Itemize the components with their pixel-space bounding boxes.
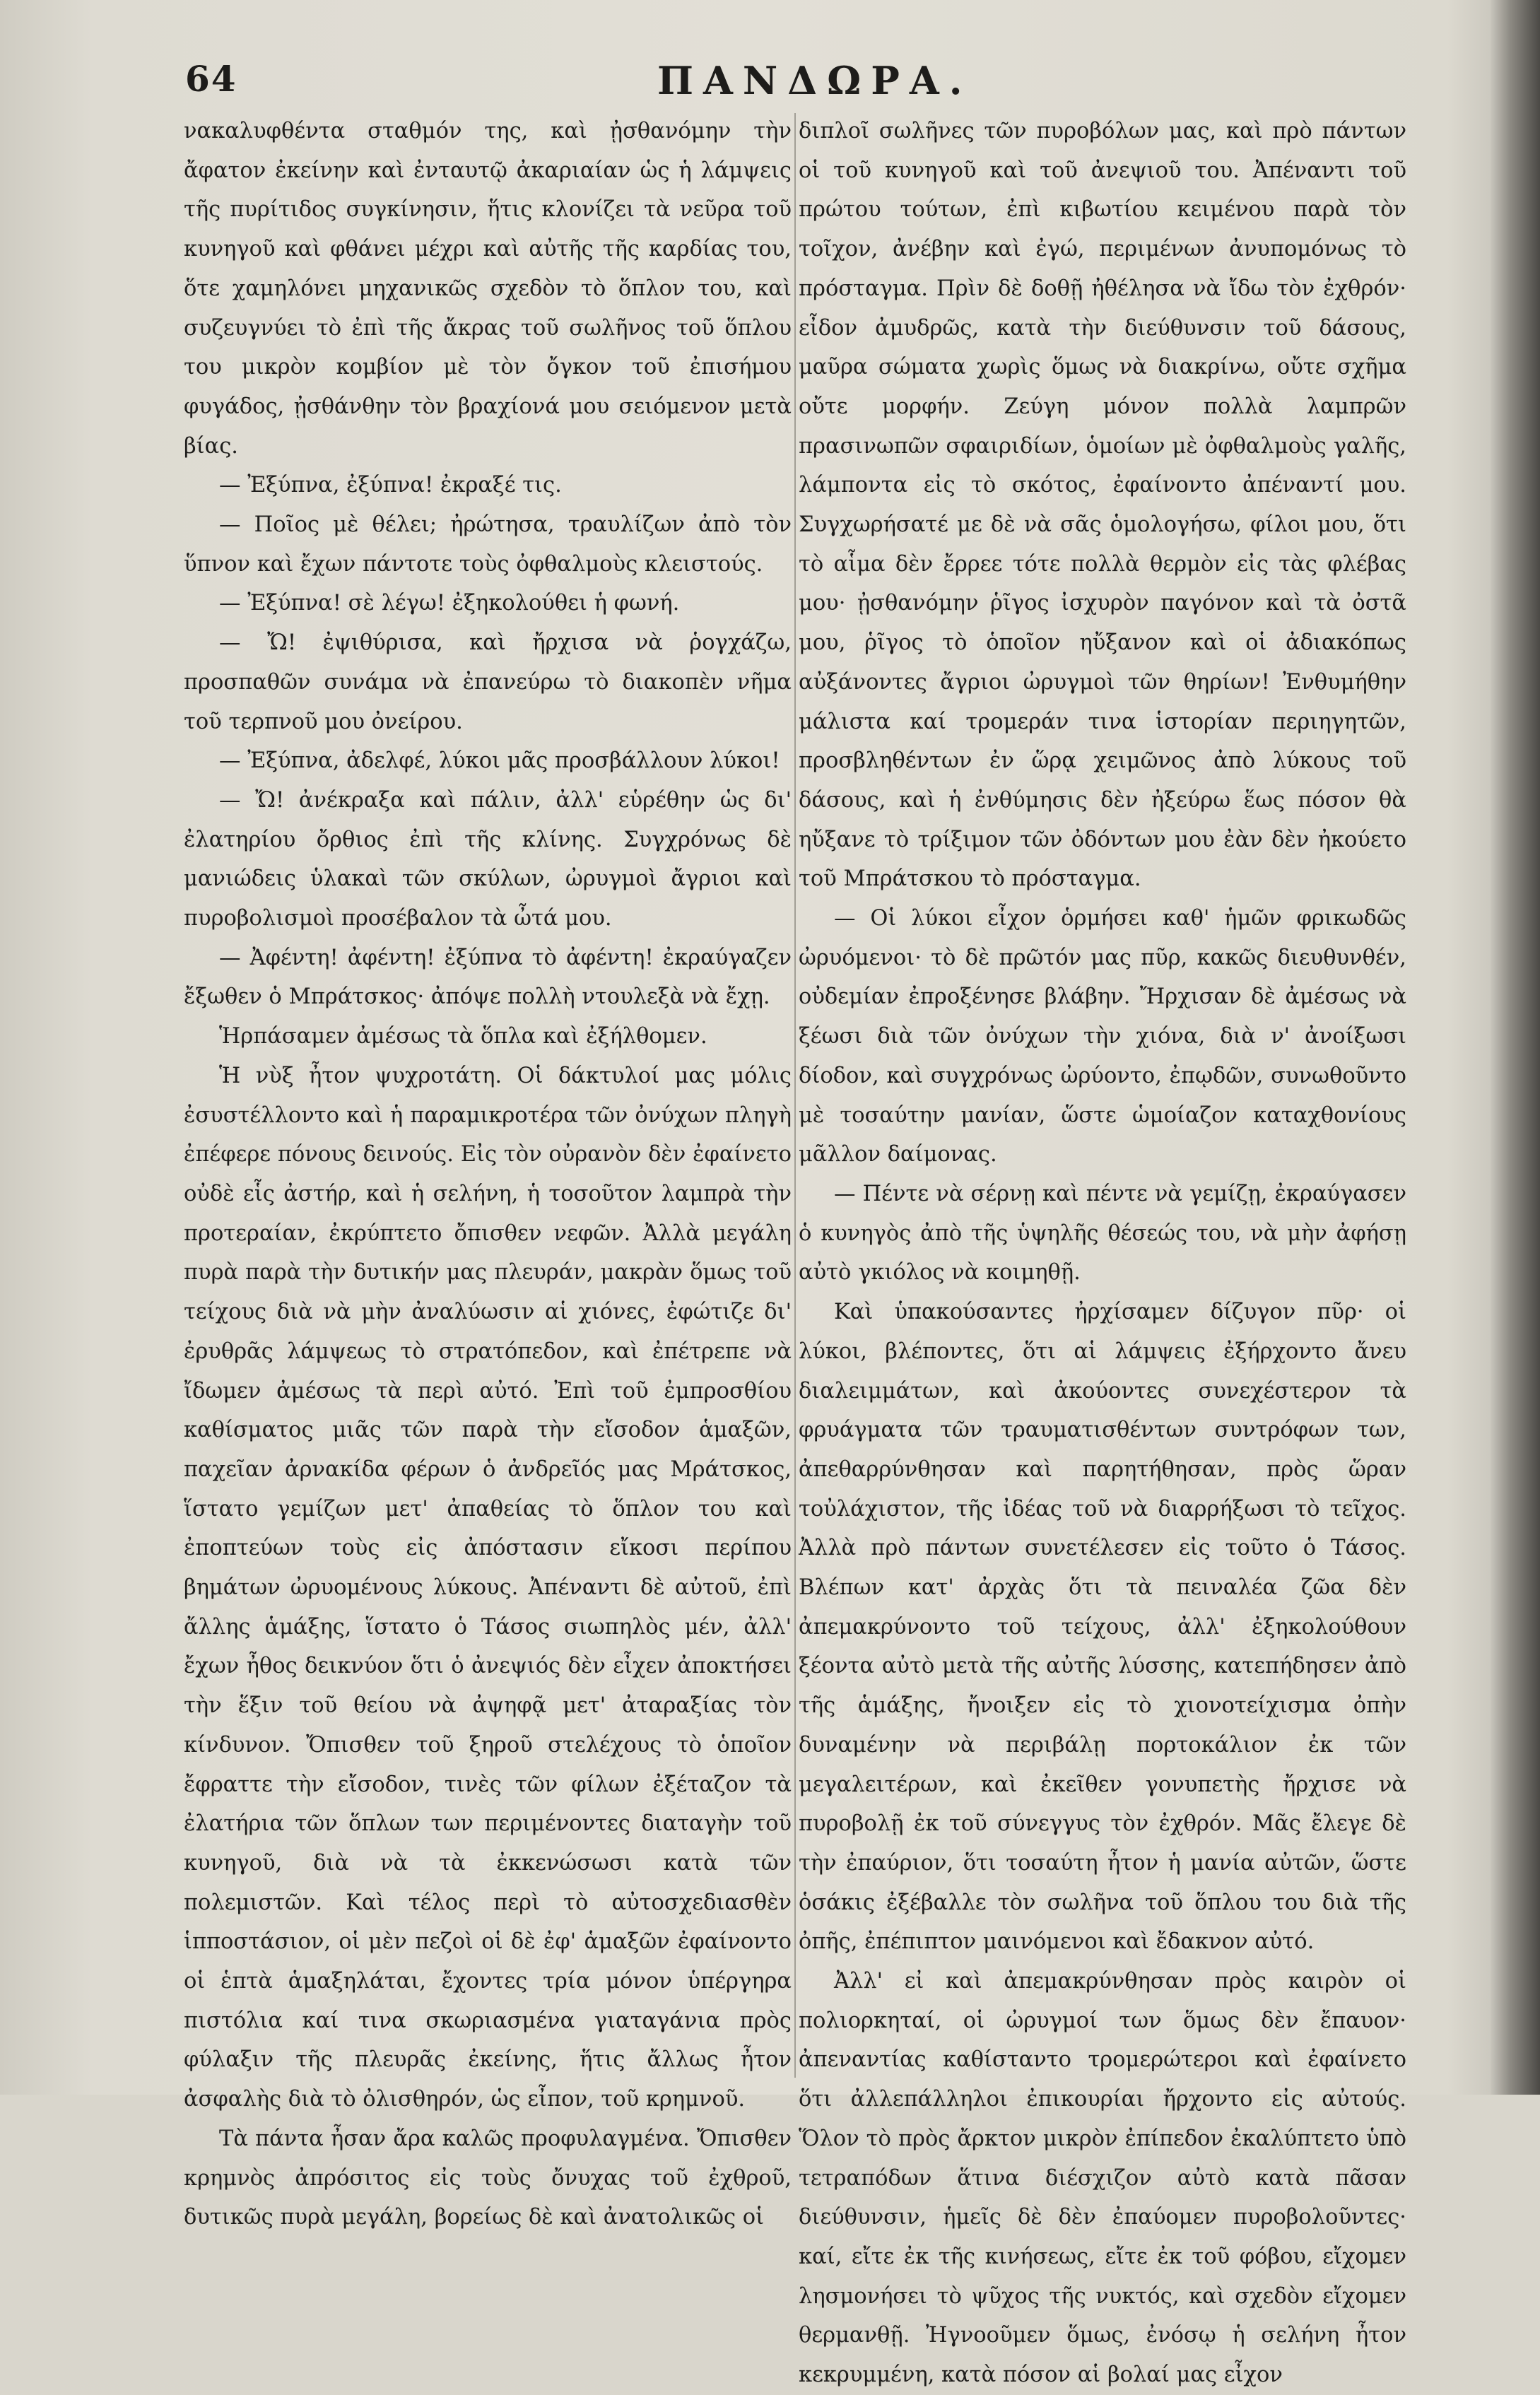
left-column [184,112,792,2237]
page-number: 64 [185,58,237,100]
running-title: ΠΑΝΔΩΡΑ. [657,58,972,103]
paragraph: Ἡρπάσαμεν ἀμέσως τὰ ὅπλα καὶ ἐξήλθομεν. [219,1024,707,1049]
column-divider [794,113,796,2078]
paragraph: νακαλυφθέντα σταθμόν της, καὶ ᾐσθανόμην τὴν ἄφατον ἐκείνην καὶ ἐνταυτῷ ἀκαριαίαν ὡς ἡ λάμψεις τῆς πυρίτιδος συγκίνησιν, ἥτις κλονίζει τὰ νεῦρα τοῦ κυνηγοῦ καὶ φθάνει μέχρι καὶ αὐτῆς τῆς καρδίας του, ὅτε χαμηλόνει μηχανικῶς σχεδὸν τὸ ὅπλον του, καὶ συζευγνύει τὸ ἐπὶ τῆς ἄκρας τοῦ σωλῆνος τοῦ ὅπλου του μικρὸν κομβίον μὲ τὸν ὄγκον τοῦ ἐπισήμου φυγάδος, ᾐσθάνθην τὸν βραχίονά μου σειόμενον μετὰ βίας. [184,119,792,459]
paragraph: Καὶ ὑπακούσαντες ἠρχίσαμεν δίζυγον πῦρ· οἱ λύκοι, βλέποντες, ὅτι αἱ λάμψεις ἐξήρχοντο ἄνευ διαλειμμάτων, καὶ ἀκούοντες συνεχέστερον τὰ φρυάγματα τῶν τραυματισθέντων συντρόφων των, ἀπεθαρρύνθησαν καὶ παρητήθησαν, πρὸς ὥραν τοὐλάχιστον, τῆς ἰδέας τοῦ νὰ διαρρήξωσι τὸ τεῖχος. Ἀλλὰ πρὸ πάντων συνετέλεσεν εἰς τοῦτο ὁ Τάσος. Βλέπων κατ' ἀρχὰς ὅτι τὰ πειναλέα ζῶα δὲν ἀπεμακρύνοντο τοῦ τείχους, ἀλλ' ἐξηκολούθουν ξέοντα αὐτὸ μετὰ τῆς αὐτῆς λύσσης, κατεπήδησεν ἀπὸ τῆς ἁμάξης, ἤνοιξεν εἰς τὸ χιονοτείχισμα ὀπὴν δυναμένην νὰ περιβάλῃ πορτοκάλιον ἐκ τῶν μεγαλειτέρων, καὶ ἐκεῖθεν γονυπετὴς ἤρχισε νὰ πυροβολῇ ἐκ τοῦ σύνεγγυς τὸν ἐχθρόν. Μᾶς ἔλεγε δὲ τὴν ἐπαύριον, ὅτι τοσαύτη ἦτον ἡ μανία αὐτῶν, ὥστε ὁσάκις ἐξέβαλλε τὸν σωλῆνα τοῦ ὅπλου του διὰ τῆς ὀπῆς, ἐπέπιπτον μαινόμενοι καὶ ἔδακνον αὐτό. [799,1300,1406,1955]
right-column [799,112,1406,2395]
paragraph: — Ὤ! ἀνέκραξα καὶ πάλιν, ἀλλ' εὑρέθην ὡς δι' ἐλατηρίου ὄρθιος ἐπὶ τῆς κλίνης. Συγχρόνως δὲ μανιώδεις ὑλακαὶ τῶν σκύλων, ὠρυγμοὶ ἄγριοι καὶ πυροβολισμοὶ προσέβαλον τὰ ὦτά μου. [184,787,792,931]
paragraph: — Ἐξύπνα, ἀδελφέ, λύκοι μᾶς προσβάλλουν λύκοι! [219,748,780,774]
paragraph: διπλοῖ σωλῆνες τῶν πυροβόλων μας, καὶ πρὸ πάντων οἱ τοῦ κυνηγοῦ καὶ τοῦ ἀνεψιοῦ του. Ἀπέναντι τοῦ πρώτου τούτων, ἐπὶ κιβωτίου κειμένου παρὰ τὸν τοῖχον, ἀνέβην καὶ ἐγώ, περιμένων ἀνυπομόνως τὸ πρόσταγμα. Πρὶν δὲ δοθῇ ἠθέλησα νὰ ἴδω τὸν ἐχθρόν· εἶδον ἀμυδρῶς, κατὰ τὴν διεύθυνσιν τοῦ δάσους, μαῦρα σώματα χωρὶς ὅμως νὰ διακρίνω, οὔτε σχῆμα οὔτε μορφήν. Ζεύγη μόνον πολλὰ λαμπρῶν πρασινωπῶν σφαιριδίων, ὁμοίων μὲ ὀφθαλμοὺς γαλῆς, λάμποντα εἰς τὸ σκότος, ἐφαίνοντο ἀπέναντί μου. Συγχωρήσατέ με δὲ νὰ σᾶς ὁμολογήσω, φίλοι μου, ὅτι τὸ αἷμα δὲν ἔρρεε τότε πολλὰ θερμὸν εἰς τὰς φλέβας μου· ᾐσθανόμην ῥῖγος ἰσχυρὸν παγόνον καὶ τὰ ὀστᾶ μου, ῥῖγος τὸ ὁποῖον ηὔξανον καὶ οἱ ἀδιακόπως αὐξάνοντες ἄγριοι ὠρυγμοὶ τῶν θηρίων! Ἐνθυμήθην μάλιστα καί τρομεράν τινα ἱστορίαν περιηγητῶν, προσβληθέντων ἐν ὥρᾳ χειμῶνος ἀπὸ λύκους τοῦ δάσους, καὶ ἡ ἐνθύμησις δὲν ἠξεύρω ἕως πόσον θὰ ηὔξανε τὸ τρίξιμον τῶν ὀδόντων μου ἐὰν δὲν ἠκούετο τοῦ Μπράτσκου τὸ πρόσταγμα. [799,119,1406,892]
paragraph: — Ὤ! ἐψιθύρισα, καὶ ἤρχισα νὰ ῥογχάζω, προσπαθῶν συνάμα νὰ ἐπανεύρω τὸ διακοπὲν νῆμα τοῦ τερπνοῦ μου ὀνείρου. [184,630,792,734]
book-binding-shadow [1491,0,1540,2095]
paragraph: — Ἐξύπνα, ἐξύπνα! ἐκραξέ τις. [219,473,562,498]
paragraph: Τὰ πάντα ἦσαν ἄρα καλῶς προφυλαγμένα. Ὄπισθεν κρημνὸς ἀπρόσιτος εἰς τοὺς ὄνυχας τοῦ ἐχθροῦ, δυτικῶς πυρὰ μεγάλη, βορείως δὲ καὶ ἀνατολικῶς οἱ [184,2126,792,2230]
paragraph: — Οἱ λύκοι εἶχον ὁρμήσει καθ' ἡμῶν φρικωδῶς ὠρυόμενοι· τὸ δὲ πρῶτόν μας πῦρ, κακῶς διευθυνθέν, οὐδεμίαν ἐπροξένησε βλάβην. Ἤρχισαν δὲ ἀμέσως νὰ ξέωσι διὰ τῶν ὀνύχων τὴν χιόνα, διὰ ν' ἀνοίξωσι δίοδον, καὶ συγχρόνως ὠρύοντο, ἐπῳδῶν, συνωθοῦντο μὲ τοσαύτην μανίαν, ὥστε ὡμοίαζον καταχθονίους μᾶλλον δαίμονας. [799,906,1406,1167]
paragraph: Ἀλλ' εἰ καὶ ἀπεμακρύνθησαν πρὸς καιρὸν οἱ πολιορκηταί, οἱ ὠρυγμοί των ὅμως δὲν ἔπαυον· ἀπεναντίας καθίσταντο τρομερώτεροι καὶ ἐφαίνετο ὅτι ἀλλεπάλληλοι ἐπικουρίαι ἤρχοντο εἰς αὐτούς. Ὅλον τὸ πρὸς ἄρκτον μικρὸν ἐπίπεδον ἐκαλύπτετο ὑπὸ τετραπόδων ἅτινα διέσχιζον αὐτὸ κατὰ πᾶσαν διεύθυνσιν, ἡμεῖς δὲ δὲν ἐπαύομεν πυροβολοῦντες· καί, εἴτε ἐκ τῆς κινήσεως, εἴτε ἐκ τοῦ φόβου, εἴχομεν λησμονήσει τὸ ψῦχος τῆς νυκτός, καὶ σχεδὸν εἴχομεν θερμανθῇ. Ἠγνοοῦμεν ὅμως, ἐνόσῳ ἡ σελήνη ἦτον κεκρυμμένη, κατὰ πόσον αἱ βολαί μας εἶχον [799,1969,1406,2388]
paragraph: — Ποῖος μὲ θέλει; ἠρώτησα, τραυλίζων ἀπὸ τὸν ὕπνον καὶ ἔχων πάντοτε τοὺς ὀφθαλμοὺς κλειστούς. [184,512,792,577]
paragraph: — Ἀφέντη! ἀφέντη! ἐξύπνα τὸ ἀφέντη! ἐκραύγαζεν ἔξωθεν ὁ Μπράτσκος· ἀπόψε πολλὴ ντουλεξὰ νὰ ἔχῃ. [184,945,792,1010]
paragraph: — Πέντε νὰ σέρνῃ καὶ πέντε νὰ γεμίζῃ, ἐκραύγασεν ὁ κυνηγὸς ἀπὸ τῆς ὑψηλῆς θέσεώς του, νὰ μὴν ἀφήσῃ αὐτὸ γκιόλος νὰ κοιμηθῇ. [799,1181,1406,1285]
paragraph: — Ἐξύπνα! σὲ λέγω! ἐξηκολούθει ἡ φωνή. [219,591,680,616]
paragraph: Ἡ νὺξ ἦτον ψυχροτάτη. Οἱ δάκτυλοί μας μόλις ἐσυστέλλοντο καὶ ἡ παραμικροτέρα τῶν ὀνύχων πληγὴ ἐπέφερε πόνους δεινούς. Εἰς τὸν οὐρανὸν δὲν ἐφαίνετο οὐδὲ εἷς ἀστήρ, καὶ ἡ σελήνη, ἡ τοσοῦτον λαμπρὰ τὴν προτεραίαν, ἐκρύπτετο ὄπισθεν νεφῶν. Ἀλλὰ μεγάλη πυρὰ παρὰ τὴν δυτικήν μας πλευράν, μακρὰν ὅμως τοῦ τείχους διὰ νὰ μὴν ἀναλύωσιν αἱ χιόνες, ἐφώτιζε δι' ἐρυθρᾶς λάμψεως τὸ στρατόπεδον, καὶ ἐπέτρεπε νὰ ἴδωμεν ἀμέσως τὰ περὶ αὐτό. Ἐπὶ τοῦ ἐμπροσθίου καθίσματος μιᾶς τῶν παρὰ τὴν εἴσοδον ἁμαξῶν, παχεῖαν ἀρνακίδα φέρων ὁ ἀνδρεῖός μας Μράτσκος, ἵστατο γεμίζων μετ' ἀπαθείας τὸ ὅπλον του καὶ ἐποπτεύων τοὺς εἰς ἀπόστασιν εἴκοσι περίπου βημάτων ὠρυομένους λύκους. Ἀπέναντι δὲ αὐτοῦ, ἐπὶ ἄλλης ἁμάξης, ἵστατο ὁ Τάσος σιωπηλὸς μέν, ἀλλ' ἔχων ἦθος δεικνύον ὅτι ὁ ἀνεψιός δὲν εἶχεν ἀποκτήσει τὴν ἕξιν τοῦ θείου νὰ ἀψηφᾷ μετ' ἀταραξίας τὸν κίνδυνον. Ὄπισθεν τοῦ ξηροῦ στελέχους τὸ ὁποῖον ἔφραττε τὴν εἴσοδον, τινὲς τῶν φίλων ἐξέταζον τὰ ἐλατήρια τῶν ὅπλων των περιμένοντες διαταγὴν τοῦ κυνηγοῦ, διὰ νὰ τὰ ἐκκενώσωσι κατὰ τῶν πολεμιστῶν. Καὶ τέλος περὶ τὸ αὐτοσχεδιασθὲν ἱπποστάσιον, οἱ μὲν πεζοὶ οἱ δὲ ἐφ' ἁμαξῶν ἐφαίνοντο οἱ ἑπτὰ ἁμαξηλάται, ἔχοντες τρία μόνον ὑπέργηρα πιστόλια καί τινα σκωριασμένα γιαταγάνια πρὸς φύλαξιν τῆς πλευρᾶς ἐκείνης, ἥτις ἄλλως ἦτον ἀσφαλὴς διὰ τὸ ὀλισθηρόν, ὡς εἶπον, τοῦ κρημνοῦ. [184,1063,792,2112]
